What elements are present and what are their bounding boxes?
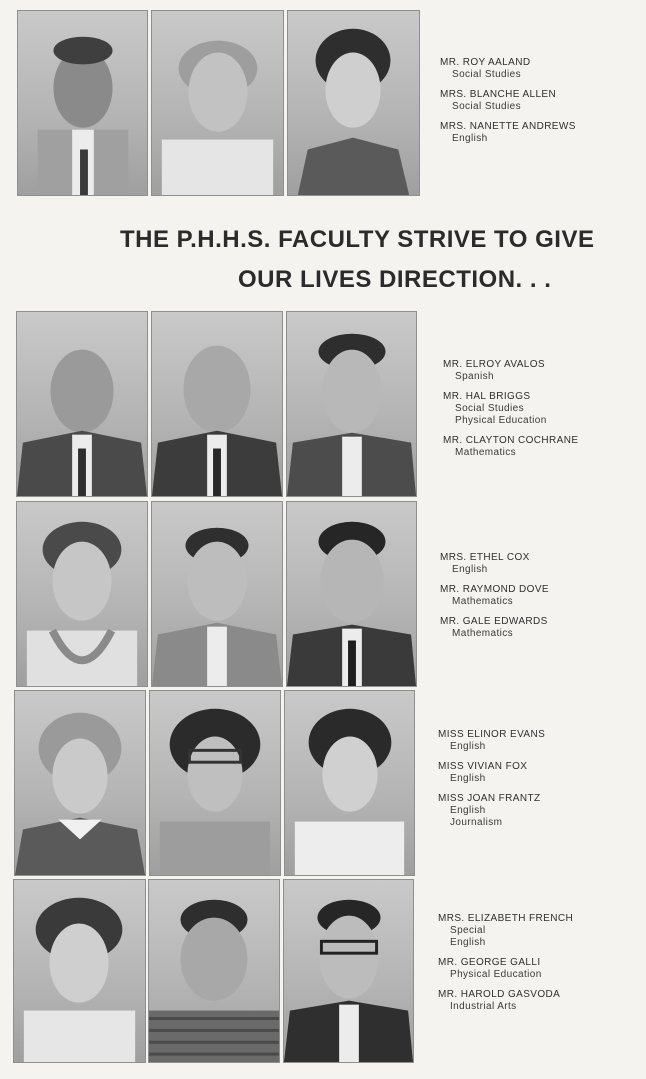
caption-elinor-evans — [438, 729, 638, 753]
faculty-subject: English — [450, 741, 486, 752]
faculty-name: MRS. NANETTE ANDREWS — [440, 121, 576, 132]
portrait-nanette-andrews — [287, 10, 420, 196]
faculty-subject: English — [450, 937, 486, 948]
portrait-hal-briggs — [151, 311, 283, 497]
faculty-subject: English — [450, 805, 486, 816]
caption-george-galli — [438, 957, 638, 981]
headline-line-2: OUR LIVES DIRECTION. . . — [238, 266, 552, 293]
faculty-name: MRS. ETHEL COX — [440, 552, 530, 563]
faculty-name: MRS. ELIZABETH FRENCH — [438, 913, 574, 924]
portrait-roy-aaland — [17, 10, 148, 196]
page-headline — [0, 226, 646, 296]
faculty-name: MR. RAYMOND DOVE — [440, 584, 549, 595]
faculty-subject: Spanish — [455, 371, 494, 382]
portrait-harold-gasvoda — [283, 879, 414, 1063]
portrait-elroy-avalos — [16, 311, 148, 497]
faculty-subject: Mathematics — [452, 628, 514, 639]
faculty-subject: English — [450, 773, 486, 784]
faculty-subject: Special — [450, 925, 486, 936]
caption-nanette-andrews — [440, 121, 640, 145]
faculty-name: MISS JOAN FRANTZ — [438, 793, 541, 804]
caption-harold-gasvoda — [438, 989, 638, 1013]
portrait-george-galli — [148, 879, 280, 1063]
caption-raymond-dove — [440, 584, 640, 608]
faculty-subject: Physical Education — [450, 969, 542, 980]
caption-vivian-fox — [438, 761, 638, 785]
faculty-name: MR. HAROLD GASVODA — [438, 989, 561, 1000]
faculty-name: MR. GEORGE GALLI — [438, 957, 541, 968]
faculty-subject: Mathematics — [455, 447, 517, 458]
faculty-name: MISS ELINOR EVANS — [438, 729, 546, 740]
portrait-raymond-dove — [151, 501, 283, 687]
captions-group-3 — [440, 552, 640, 648]
faculty-name: MR. CLAYTON COCHRANE — [443, 435, 579, 446]
faculty-name: MISS VIVIAN FOX — [438, 761, 528, 772]
headline-line-1: THE P.H.H.S. FACULTY STRIVE TO GIVE — [120, 226, 595, 253]
portrait-elizabeth-french — [13, 879, 146, 1063]
portrait-blanche-allen — [151, 10, 284, 196]
caption-roy-aaland — [440, 57, 640, 81]
faculty-name: MR. GALE EDWARDS — [440, 616, 548, 627]
faculty-subject: Physical Education — [455, 415, 547, 426]
faculty-subject: Mathematics — [452, 596, 514, 607]
faculty-name: MR. ROY AALAND — [440, 57, 531, 68]
caption-joan-frantz — [438, 793, 638, 829]
caption-blanche-allen — [440, 89, 640, 113]
portrait-ethel-cox — [16, 501, 148, 687]
faculty-subject: Social Studies — [452, 101, 521, 112]
portrait-joan-frantz — [284, 690, 415, 876]
portrait-vivian-fox — [149, 690, 281, 876]
portrait-gale-edwards — [286, 501, 417, 687]
captions-group-5 — [438, 913, 638, 1021]
faculty-subject: Social Studies — [455, 403, 524, 414]
faculty-subject: Journalism — [450, 817, 503, 828]
caption-ethel-cox — [440, 552, 640, 576]
faculty-name: MRS. BLANCHE ALLEN — [440, 89, 557, 100]
caption-clayton-cochrane — [443, 435, 643, 459]
caption-gale-edwards — [440, 616, 640, 640]
captions-group-1 — [440, 57, 640, 153]
faculty-subject: Industrial Arts — [450, 1001, 517, 1012]
faculty-subject: English — [452, 133, 488, 144]
portrait-clayton-cochrane — [286, 311, 417, 497]
caption-elizabeth-french — [438, 913, 638, 949]
portrait-elinor-evans — [14, 690, 146, 876]
caption-elroy-avalos — [443, 359, 643, 383]
faculty-subject: English — [452, 564, 488, 575]
faculty-subject: Social Studies — [452, 69, 521, 80]
faculty-name: MR. ELROY AVALOS — [443, 359, 545, 370]
caption-hal-briggs — [443, 391, 643, 427]
faculty-name: MR. HAL BRIGGS — [443, 391, 531, 402]
captions-group-2 — [443, 359, 643, 467]
captions-group-4 — [438, 729, 638, 837]
